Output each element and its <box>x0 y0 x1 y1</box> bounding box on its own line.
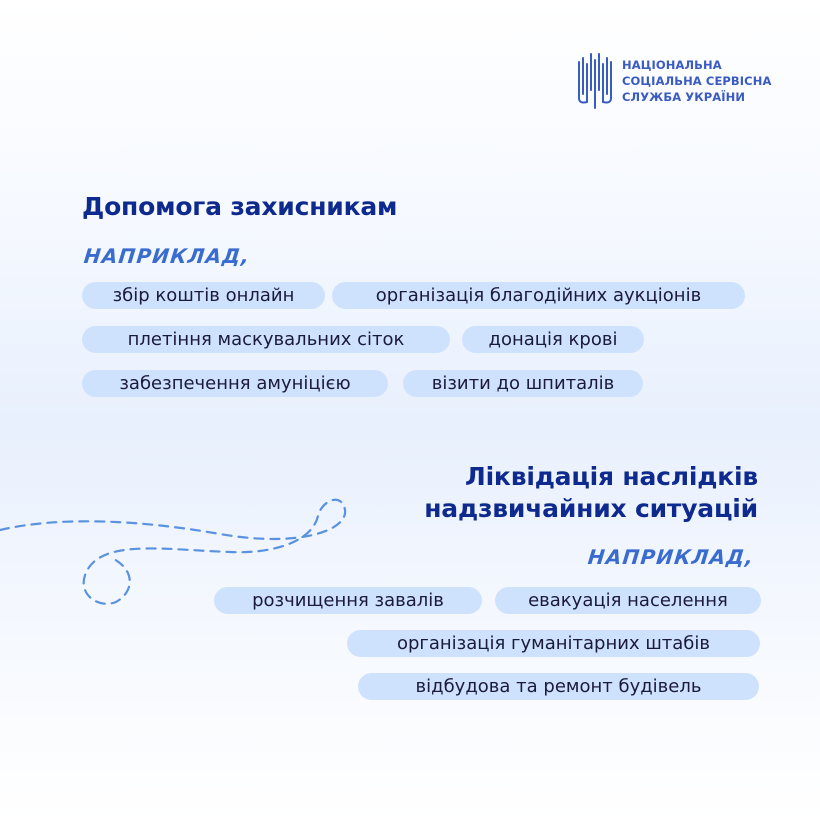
chip-debris-clearing: розчищення завалів <box>214 587 482 614</box>
logo-line-2: СОЦІАЛЬНА СЕРВІСНА <box>622 74 772 88</box>
section-emergency-title <box>424 461 758 525</box>
chip-building-reconstruction: відбудова та ремонт будівель <box>358 673 759 700</box>
logo-wordmark <box>622 57 771 105</box>
logo-line-1: НАЦІОНАЛЬНА <box>622 58 722 72</box>
chip-ammunition-supply: забезпечення амуніцією <box>82 370 388 397</box>
section-emergency-example-label: НАПРИКЛАД, <box>586 545 756 569</box>
section-defenders-title: Допомога захисникам <box>82 192 398 221</box>
chip-online-fundraising: збір коштів онлайн <box>82 282 325 309</box>
chip-blood-donation: донація крові <box>462 326 644 353</box>
chip-humanitarian-hq: організація гуманітарних штабів <box>347 630 760 657</box>
chip-evacuation: евакуація населення <box>495 587 761 614</box>
section-emergency-title-line-1: Ліквідація наслідків <box>465 462 758 491</box>
section-defenders-example-label: НАПРИКЛАД, <box>82 244 252 268</box>
chip-hospital-visits: візити до шпиталів <box>403 370 643 397</box>
logo-line-3: СЛУЖБА УКРАЇНИ <box>622 90 746 104</box>
chip-charity-auctions: організація благодійних аукціонів <box>332 282 745 309</box>
nsss-emblem-icon <box>576 50 616 112</box>
nsss-logo <box>576 50 776 110</box>
section-emergency-title-line-2: надзвичайних ситуацій <box>424 494 758 523</box>
chip-camo-nets: плетіння маскувальних сіток <box>82 326 450 353</box>
